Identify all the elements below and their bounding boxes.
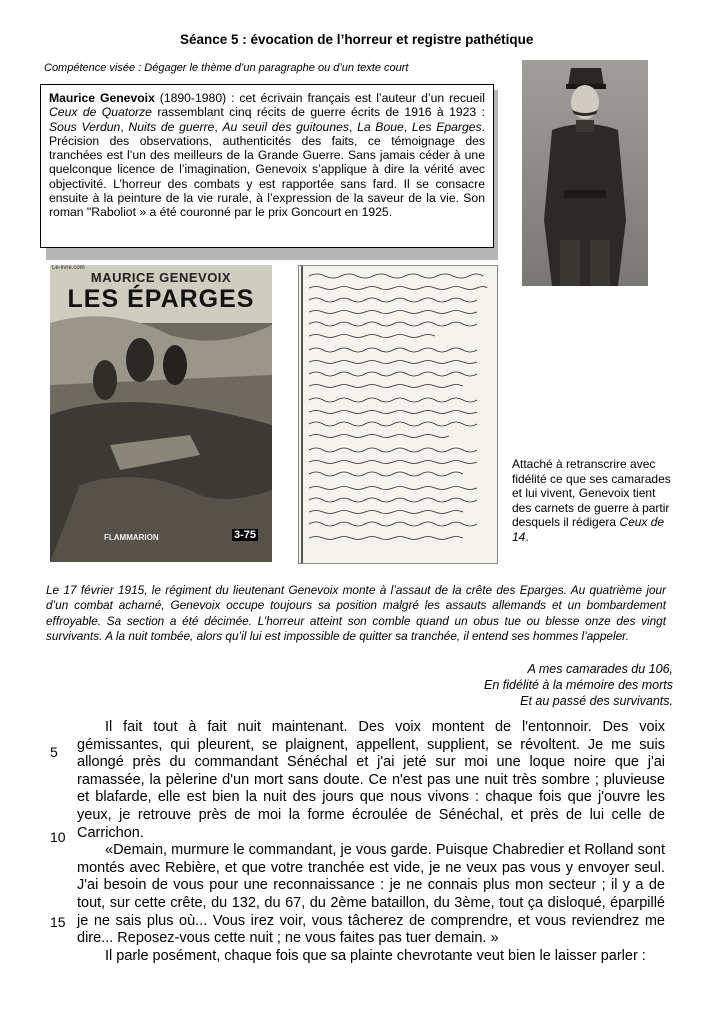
book-title: LES ÉPARGES bbox=[67, 285, 255, 313]
book-cover-image bbox=[50, 265, 272, 562]
line-number: 5 bbox=[50, 744, 58, 760]
dedication bbox=[484, 662, 673, 709]
book-price: 3-75 bbox=[234, 529, 257, 541]
intro-paragraph: Le 17 février 1915, le régiment du lieutenant Genevoix monte à l’assaut de la crête des Eparges. Au quatrième jour d’un combat acharné, Genevoix occupe toujours sa position malgré les assauts allemands et un bombardement effroyable. Sa section a été décimée. L’horreur atteint son comble quand un obus tue ou blesse onze des vingt survivants. A la nuit tombée, alors qu’il lui est impossible de quitter sa tranchée, il entend ses hommes l’appeler. bbox=[46, 583, 666, 643]
book-site-label: Le-livre.com bbox=[52, 265, 85, 271]
caption-text: Attaché à retranscrire avec fidélité ce que ses camarades et lui vivent, Genevoix tient des carnets de guerre à partir desquels il rédigera bbox=[512, 457, 671, 529]
bio-text: rassemblant cinq récits de guerre écrits de 1916 à 1923 : bbox=[151, 105, 485, 120]
excerpt-paragraph: Il parle posément, chaque fois que sa plainte chevrotante veut bien le laisser parler : bbox=[105, 947, 646, 964]
work-title: Au seuil des guitounes bbox=[222, 119, 349, 134]
bio-box bbox=[40, 84, 494, 248]
line-number: 10 bbox=[50, 829, 66, 845]
dedication-line: Et au passé des survivants. bbox=[520, 693, 673, 708]
work-title: La Boue bbox=[357, 119, 404, 134]
caption-work-title: Ceux de 14 bbox=[512, 515, 665, 544]
bio-text: . Précision des observations, authenticités des faits, ce témoignage des tranchées est l’un des meilleurs de la Grande Guerre. Sans jamais céder à une quelconque licence de l’imagination, Genevoix s’applique à dire la vérité avec objectivité. L’horreur des combats y est rapportée sans fard. Il se consacre ensuite à la peinture de la vie rurale, à l’expression de la saveur de la vie. Son roman "Raboliot » a été couronné par le prix Goncourt en 1925. bbox=[49, 119, 485, 220]
work-title: Sous Verdun bbox=[49, 119, 121, 134]
excerpt-text bbox=[77, 719, 665, 965]
dedication-line: En fidélité à la mémoire des morts bbox=[484, 677, 673, 692]
excerpt-paragraph: «Demain, murmure le commandant, je vous garde. Puisque Chabredier et Rolland sont montés avec Rebière, et que votre tranchée est vide, je ne veux pas vous y envoyer seul. J'ai besoin de vous pour une reconnaissance : je ne connais plus mon secteur ; il y a de tout, sur cette crête, du 132, du 67, du 2ème bataillon, du 3ème, tout ça disloqué, éparpillé je ne sais plus où... Vous irez voir, vous tâcherez de comprendre, et vous reviendrez me dire... Reposez-vous cette nuit ; ne vous faites pas tuer demain. » bbox=[77, 842, 665, 947]
excerpt-paragraph: Il fait tout à fait nuit maintenant. Des voix montent de l'entonnoir. Des voix gémissantes, qui pleurent, se plaignent, appellent, supplient, se révoltent. Je me suis allongé près du commandant Sénéchal et j'ai jeté sur moi une loque noire que j'ai ramassée, la pèlerine d'un mort sans doute. Ce n'est pas une nuit très sombre ; pluvieuse et blafarde, elle est bien la nuit des jours que nous vivons : chaque fois que j'ouvre les yeux, je retrouve près de moi la forme écroulée de Sénéchal, et près de lui celle de Carrichon. bbox=[77, 719, 665, 841]
image-caption bbox=[512, 457, 672, 544]
bio-text: (1890-1980) : cet écrivain français est l’auteur d’un recueil bbox=[154, 91, 485, 105]
line-number: 15 bbox=[50, 914, 66, 930]
handwritten-notebook-image bbox=[298, 265, 498, 564]
page-title: Séance 5 : évocation de l’horreur et registre pathétique bbox=[180, 32, 534, 47]
work-title: Nuits de guerre bbox=[128, 119, 215, 134]
author-name: Maurice Genevoix bbox=[49, 91, 155, 105]
separator: , bbox=[348, 119, 358, 134]
work-title: Ceux de Quatorze bbox=[49, 105, 152, 120]
competence-line: Compétence visée : Dégager le thème d’un paragraphe ou d’un texte court bbox=[44, 62, 409, 74]
dedication-line: A mes camarades du 106, bbox=[527, 662, 673, 676]
separator: , bbox=[120, 119, 129, 134]
portrait-photo bbox=[522, 60, 648, 286]
book-publisher: FLAMMARION bbox=[104, 533, 159, 542]
work-title: Les Eparges bbox=[411, 119, 482, 134]
separator: , bbox=[403, 119, 412, 134]
separator: , bbox=[214, 119, 223, 134]
book-author: MAURICE GENEVOIX bbox=[90, 270, 232, 285]
caption-end: . bbox=[525, 529, 529, 544]
